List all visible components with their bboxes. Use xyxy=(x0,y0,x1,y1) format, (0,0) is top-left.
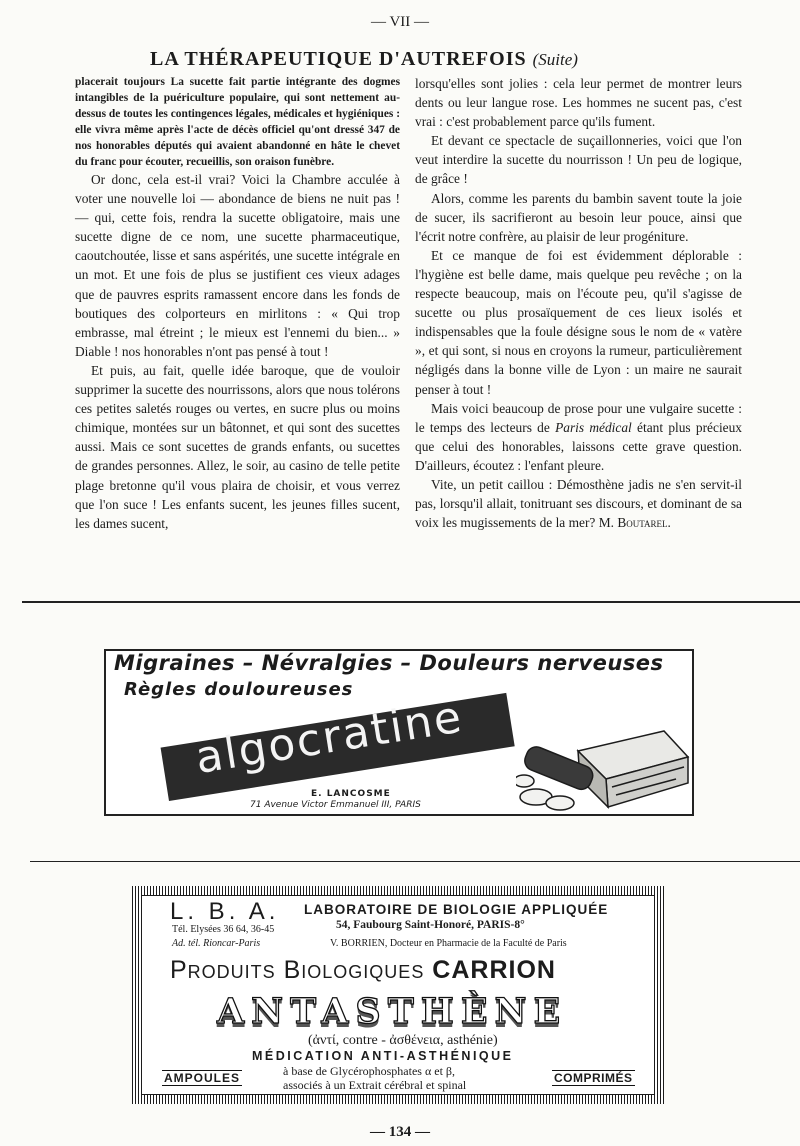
comprimes-label: COMPRIMÉS xyxy=(554,1071,633,1085)
lba-advertisement xyxy=(132,886,664,1104)
paragraph-text: Vite, un petit caillou : Démosthène jadis ne s'en servit-il pas, lorsqu'il allait, tonitruant ses discours, et dominant de sa voix les mugissements de la mer? xyxy=(415,476,742,531)
telephone: Tél. Elysées 36 64, 36-45 xyxy=(172,924,275,935)
carrion-brand: CARRION xyxy=(432,956,556,984)
product-illustration xyxy=(516,717,692,812)
folio-header: — VII — xyxy=(370,14,430,30)
lba-logo: L. B. A. xyxy=(170,898,280,925)
pharmacist-credit: V. BORRIEN, Docteur en Pharmacie de la Faculté de Paris xyxy=(330,938,567,949)
etymology: (ἀντί, contre - ἀσθένεια, asthénie) xyxy=(308,1033,498,1048)
lead-paragraph: placerait toujours La sucette fait partie intégrante des dogmes intangibles de la puériculture populaire, qui sont nettement au-dessus de toutes les contingences légales, médicales et hygiéniques : elle vivra même après l'acte de décès officiel qu'ont dressé 347 de nos honorables députés qui avaient abandonné en hâte le chevet du franc pour écouter, recueillis, son oraison funèbre. xyxy=(75,76,400,168)
telegraph-address: Ad. tél. Rioncar-Paris xyxy=(172,938,261,949)
composition-line: associés à un Extrait cérébral et spinal xyxy=(283,1078,467,1092)
article-column-right xyxy=(415,74,742,532)
page-number: — 134 — xyxy=(370,1124,430,1140)
ad-address: 71 Avenue Victor Emmanuel III, PARIS xyxy=(250,800,421,810)
laboratory-address: 54, Faubourg Saint-Honoré, PARIS-8° xyxy=(336,919,525,931)
products-label: Produits Biologiques xyxy=(170,956,433,984)
article-column-left xyxy=(75,74,400,533)
composition-line: à base de Glycérophosphates α et β, xyxy=(283,1064,456,1078)
article-paragraph: Alors, comme les parents du bambin savent toute la joie de sucer, ils sacrifieront au besoin leur pouce, ainsi que l'écrit notre confrère, au plaisir de leur progéniture. xyxy=(415,190,742,244)
algocratine-advertisement xyxy=(104,649,694,816)
article-title-suffix: (Suite) xyxy=(532,50,578,69)
article-paragraph: Et devant ce spectacle de suçaillonneries, voici que l'on veut interdire la sucette du nourrisson ! Un peu de logique, de grâce ! xyxy=(415,133,742,187)
article-title-text: LA THÉRAPEUTIQUE D'AUTREFOIS xyxy=(150,48,527,70)
article-paragraph: Or donc, cela est-il vrai? Voici la Chambre acculée à voter une nouvelle loi — abondance de biens ne nuit pas ! — qui, cette fois, rendra la sucette obligatoire, mais une sucette digne de ce nom, une sucette pharmaceutique, caoutchoutée, lisse et sans aspérités, une sucette intégrale en un mot. Et une fois de plus se justifient ces vieux adages que de pauvres esprits ramassent encore dans les fonds de boutiques des colporteurs en mirlitons : « Qui trop embrasse, mal étreint ; le mieux est l'ennemi du bien... » Diable ! nos honorables n'ont pas pensé à tout ! xyxy=(75,172,400,359)
ad-subheadline: Règles douloureuses xyxy=(124,679,354,700)
article-title xyxy=(150,48,578,71)
author-signature: M. Boutarel. xyxy=(598,515,671,531)
article-paragraph: lorsqu'elles sont jolies : cela leur permet de montrer leurs dents ou leur langue rose. Les hommes ne sucent pas, c'est vrai : c'est probablement parce qu'ils fument. xyxy=(415,76,742,130)
journal-name: Paris médical xyxy=(555,419,632,435)
article-paragraph: Et puis, au fait, quelle idée baroque, que de vouloir supprimer la sucette des nourrissons, alors que nous tolérons ces petites saletés rouges ou vertes, en sucre plus ou moins chimique, montées sur un bâtonnet, et qui sont des sucettes aussi. Mais ce sont sucettes de grands enfants, ou sucettes de grandes personnes. Allez, le soir, au casino de telle petite plage bretonne qu'il vous plaira de choisir, et vous verrez que l'on suce ! Les enfants sucent, les jeunes filles sucent, les dames sucent, xyxy=(75,362,400,531)
product-name: ANTASTHÈNE xyxy=(217,991,568,1032)
article-paragraph xyxy=(415,399,742,475)
brand-name: algocratine xyxy=(192,691,467,784)
products-line xyxy=(170,956,556,985)
laboratory-name: LABORATOIRE DE BIOLOGIE APPLIQUÉE xyxy=(304,902,609,917)
article-paragraph xyxy=(415,475,742,532)
ad-maker: E. LANCOSME xyxy=(311,789,391,799)
article-paragraph: Et ce manque de foi est évidemment déplorable : l'hygiène est belle dame, mais quelque peu revêche ; on la respecte beaucoup, mais on l'écoute peu, qu'il s'agisse de sucette ou plus prosaïquement de ces lieux isolés et indispensables que la foule désigne sous le nom de « vatère », et qui sont, si nous en croyons la rumeur, particulièrement négligés dans la bonne ville de Lyon : un maire ne saurait penser à tout ! xyxy=(415,247,742,397)
paragraph-text: Mais voici beaucoup de prose pour une vulgaire sucette : le temps des lecteurs de xyxy=(415,400,742,435)
ampoules-label: AMPOULES xyxy=(164,1071,241,1085)
section-divider xyxy=(30,861,800,862)
medication-label: MÉDICATION ANTI-ASTHÉNIQUE xyxy=(252,1049,514,1063)
ad-headline: Migraines – Névralgies – Douleurs nerveuses xyxy=(114,651,664,675)
paragraph-text: étant plus précieux que celui des honorables, laissons cette grave question. D'ailleurs, écoutez : l'enfant pleure. xyxy=(415,419,742,473)
section-divider xyxy=(22,601,800,603)
